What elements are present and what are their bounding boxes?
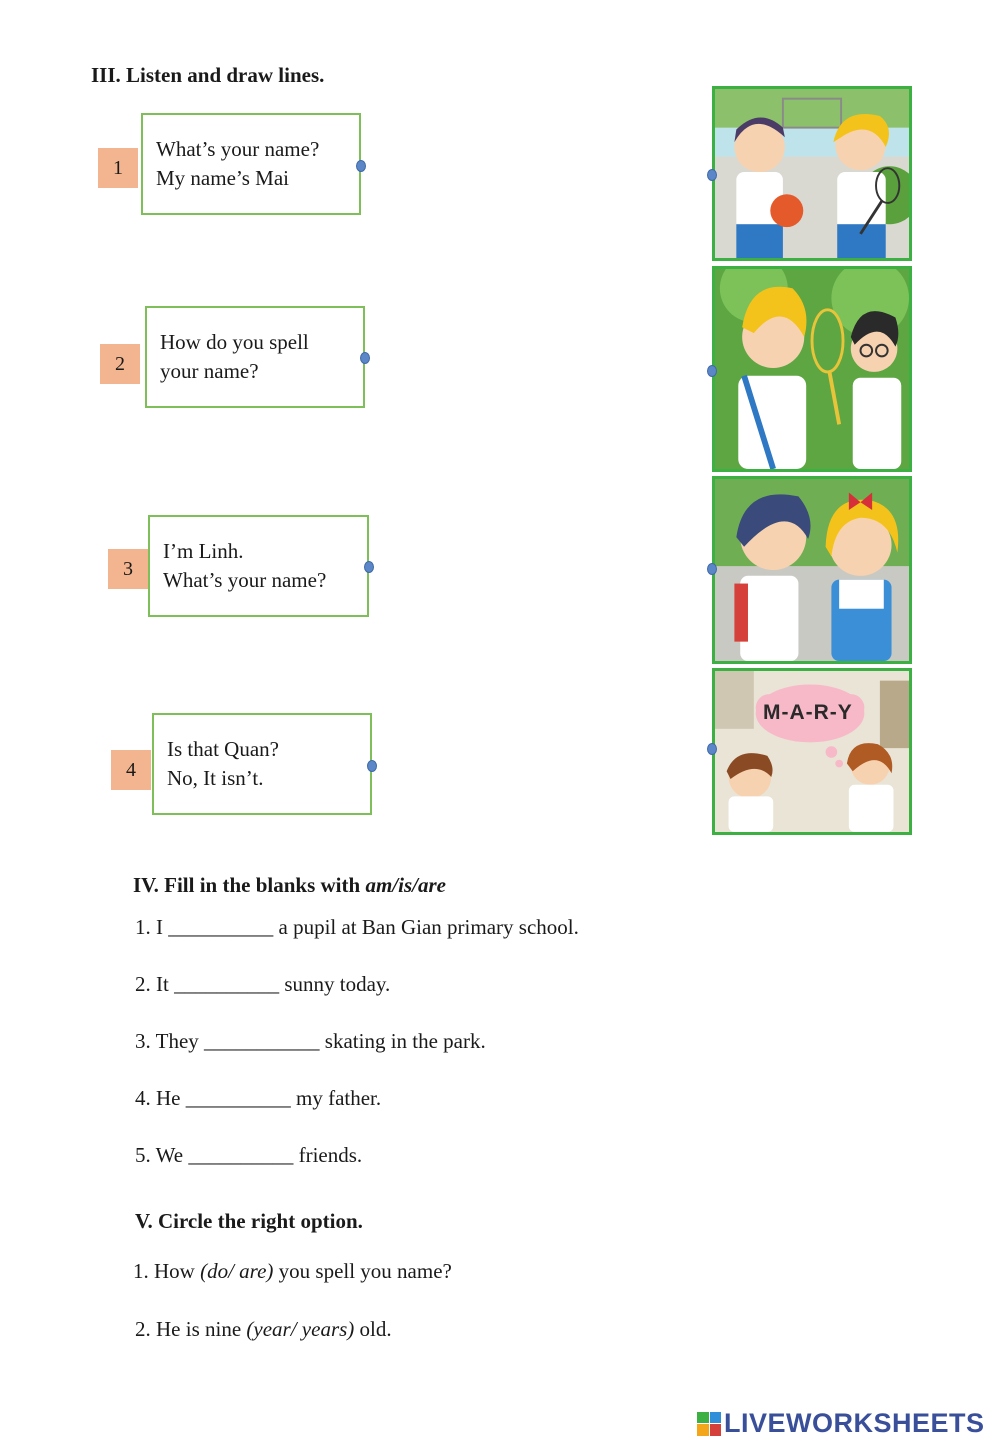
sentence-2-start: 2. It (135, 972, 175, 996)
picture-boys-spelling (712, 266, 912, 472)
section-4-heading (133, 873, 446, 898)
sentence-1-start: 1. I (135, 915, 169, 939)
blank-5[interactable]: __________ (188, 1143, 294, 1167)
section-5-heading: V. Circle the right option. (135, 1209, 363, 1233)
left-match-dot-2[interactable] (360, 352, 370, 364)
fill-sentence-1 (135, 915, 579, 940)
section-3-heading: III. Listen and draw lines. (91, 63, 325, 87)
sentence-5-start: 5. We (135, 1143, 189, 1167)
circle-2-end: old. (354, 1317, 392, 1341)
item-number-1: 1 (98, 148, 138, 188)
circle-sentence-1 (133, 1259, 452, 1284)
dialogue-box-2 (145, 306, 365, 408)
left-match-dot-3[interactable] (364, 561, 374, 573)
item-number-4: 4 (111, 750, 151, 790)
sentence-3-start: 3. They (135, 1029, 205, 1053)
fill-sentence-3 (135, 1029, 486, 1054)
sentence-4-end: my father. (290, 1086, 382, 1110)
sentence-5-end: friends. (293, 1143, 363, 1167)
item-number-3: 3 (108, 549, 148, 589)
right-match-dot-2[interactable] (707, 365, 717, 377)
circle-1-options[interactable]: (do/ are) (200, 1259, 274, 1283)
right-match-dot-1[interactable] (707, 169, 717, 181)
fill-sentence-5 (135, 1143, 362, 1168)
section-4-heading-text: IV. Fill in the blanks with (133, 873, 366, 897)
fill-sentence-4 (135, 1086, 381, 1111)
sentence-4-start: 4. He (135, 1086, 186, 1110)
circle-2-options[interactable]: (year/ years) (246, 1317, 355, 1341)
dialogue-1-line-1: What’s your name? (156, 137, 320, 161)
right-match-dot-4[interactable] (707, 743, 717, 755)
sentence-3-end: skating in the park. (319, 1029, 486, 1053)
blank-1[interactable]: __________ (168, 915, 274, 939)
liveworksheets-logo (697, 1408, 985, 1439)
dialogue-3-line-1: I’m Linh. (163, 539, 244, 563)
section-4-heading-emphasis: am/is/are (365, 873, 446, 897)
blank-2[interactable]: __________ (174, 972, 280, 996)
sentence-1-end: a pupil at Ban Gian primary school. (273, 915, 579, 939)
dialogue-box-1 (141, 113, 361, 215)
left-match-dot-1[interactable] (356, 160, 366, 172)
dialogue-box-4 (152, 713, 372, 815)
dialogue-1-line-2: My name’s Mai (156, 166, 289, 190)
right-match-dot-3[interactable] (707, 563, 717, 575)
circle-sentence-2 (135, 1317, 392, 1342)
picture-boy-girl-bow (712, 476, 912, 664)
dialogue-4-line-2: No, It isn’t. (167, 766, 264, 790)
dialogue-2-line-1: How do you spell (160, 330, 309, 354)
circle-1-end: you spell you name? (273, 1259, 452, 1283)
picture-boys-ball-racket (712, 86, 912, 261)
logo-text: LIVEWORKSHEETS (724, 1408, 985, 1438)
dialogue-box-3 (148, 515, 369, 617)
circle-1-start: 1. How (133, 1259, 201, 1283)
dialogue-3-line-2: What’s your name? (163, 568, 327, 592)
fill-sentence-2 (135, 972, 390, 997)
blank-4[interactable]: __________ (185, 1086, 291, 1110)
bubble-text: M-A-R-Y (763, 701, 853, 724)
circle-2-start: 2. He is nine (135, 1317, 247, 1341)
picture-mary-bubble (712, 668, 912, 835)
dialogue-4-line-1: Is that Quan? (167, 737, 279, 761)
left-match-dot-4[interactable] (367, 760, 377, 772)
item-number-2: 2 (100, 344, 140, 384)
sentence-2-end: sunny today. (279, 972, 391, 996)
dialogue-2-line-2: your name? (160, 359, 259, 383)
logo-mark-icon (697, 1412, 721, 1436)
blank-3[interactable]: ___________ (204, 1029, 320, 1053)
